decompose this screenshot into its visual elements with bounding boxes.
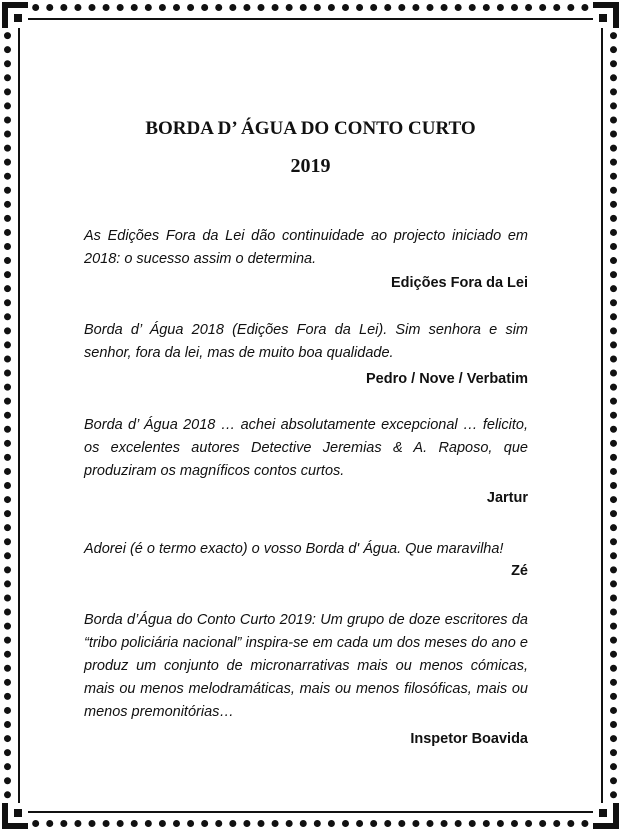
border-corner-ornament xyxy=(2,2,28,28)
document-year: 2019 xyxy=(290,155,331,177)
document-title: BORDA D’ ÁGUA DO CONTO CURTO xyxy=(145,118,476,139)
testimonial-quote: Borda d’ Água 2018 … achei absolutamente excepcional … felicito, os excelentes autores Detective Jeremias & A. Raposo, que produziram os magníficos contos curtos. xyxy=(84,417,528,479)
testimonial-quote: As Edições Fora da Lei dão continuidade ao projecto iniciado em 2018: o sucesso assim o determina. xyxy=(84,228,528,267)
testimonial-author: Zé xyxy=(511,563,528,579)
border-corner-ornament xyxy=(593,803,619,829)
testimonial-author: Inspetor Boavida xyxy=(410,731,528,747)
testimonial-author: Pedro / Nove / Verbatim xyxy=(366,371,528,387)
testimonial-quote: Adorei (é o termo exacto) o vosso Borda d' Água. Que maravilha! xyxy=(84,541,504,557)
testimonial-quote: Borda d’ Água 2018 (Edições Fora da Lei). Sim senhora e sim senhor, fora da lei, mas de muito boa qualidade. xyxy=(84,322,528,361)
border-corner-ornament xyxy=(2,803,28,829)
border-corner-ornament xyxy=(593,2,619,28)
testimonial-quote: Borda d’Água do Conto Curto 2019: Um grupo de doze escritores da “tribo policiária nacional” inspira-se em cada um dos meses do ano e produz um conjunto de micronarrativas mais ou menos cómicas, mais ou menos melodramáticas, mais ou menos filosóficas, mais ou menos premonitórias… xyxy=(84,612,528,720)
testimonial-author: Jartur xyxy=(486,490,528,506)
testimonial-author: Edições Fora da Lei xyxy=(391,275,528,291)
